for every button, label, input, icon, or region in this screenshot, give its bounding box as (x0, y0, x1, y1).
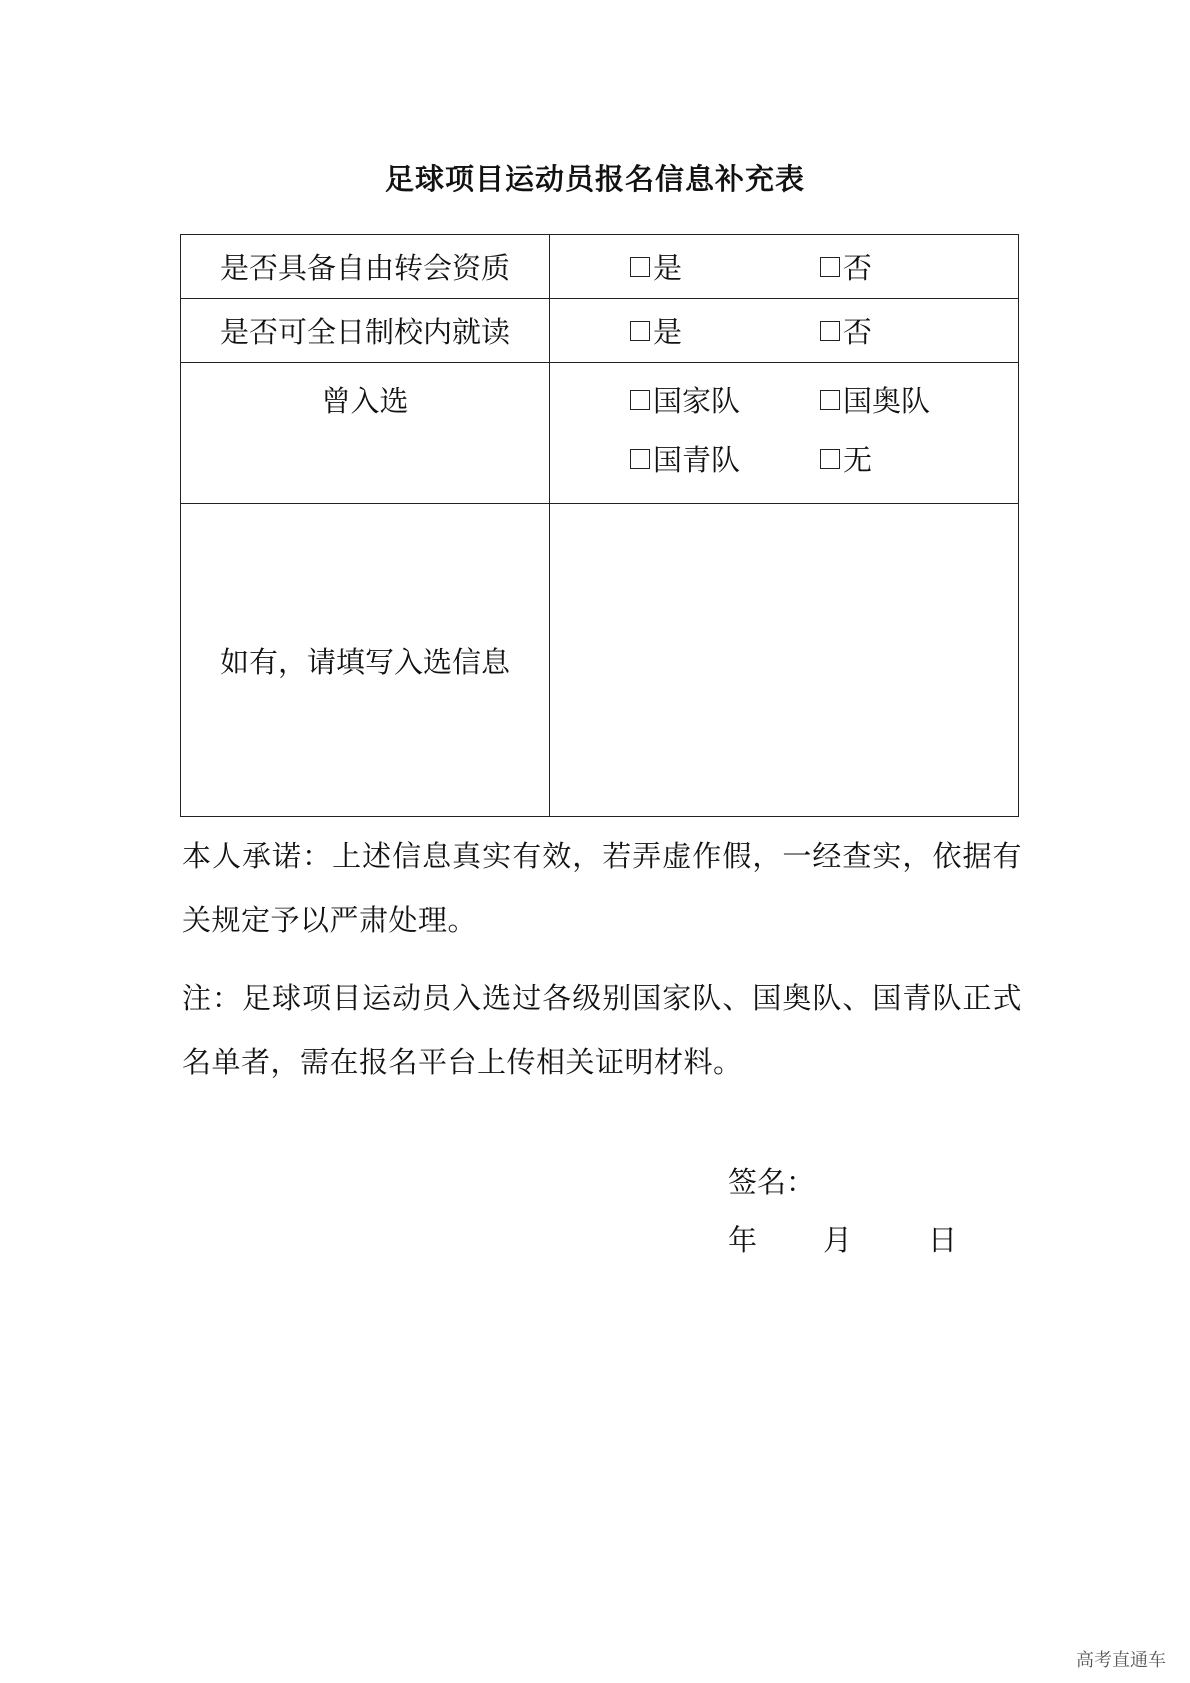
olympic-team-checkbox[interactable] (820, 379, 930, 420)
fulltime-no-label: 否 (842, 315, 872, 349)
fulltime-no-checkbox[interactable] (820, 310, 872, 351)
info-table (180, 234, 1019, 817)
checkbox-icon (820, 257, 840, 277)
date-month-label: 月 (823, 1223, 853, 1257)
transfer-no-label: 否 (842, 251, 872, 285)
note-statement: 注：足球项目运动员入选过各级别国家队、国奥队、国青队正式名单者，需在报名平台上传相关证明材料。 (182, 981, 1022, 1079)
olympic-team-label: 国奥队 (842, 384, 930, 418)
date-year-label: 年 (728, 1223, 758, 1257)
commitment-statement: 本人承诺：上述信息真实有效，若弄虚作假，一经查实，依据有关规定予以严肃处理。 (182, 839, 1022, 937)
none-checkbox[interactable] (820, 438, 872, 479)
table-row-selected (181, 363, 1019, 504)
table-row-transfer (181, 235, 1019, 299)
date-day-label: 日 (928, 1223, 958, 1257)
checkbox-icon (820, 321, 840, 341)
checkbox-icon (820, 449, 840, 469)
transfer-yes-label: 是 (652, 251, 682, 285)
checkbox-icon (630, 390, 650, 410)
watermark-text: 高考直通车 (1076, 1650, 1166, 1671)
checkbox-icon (630, 321, 650, 341)
selection-info-field[interactable] (549, 504, 1018, 817)
fulltime-yes-label: 是 (652, 315, 682, 349)
fulltime-study-options (549, 299, 1018, 363)
checkbox-icon (630, 449, 650, 469)
checkbox-icon (630, 257, 650, 277)
transfer-eligibility-label: 是否具备自由转会资质 (181, 235, 550, 299)
transfer-no-checkbox[interactable] (820, 246, 872, 287)
youth-team-checkbox[interactable] (630, 438, 820, 479)
checkbox-icon (820, 390, 840, 410)
table-row-fulltime (181, 299, 1019, 363)
selected-teams-label: 曾入选 (181, 363, 550, 504)
selection-info-label: 如有，请填写入选信息 (181, 504, 550, 817)
selected-teams-options (549, 363, 1018, 504)
national-team-label: 国家队 (652, 384, 740, 418)
national-team-checkbox[interactable] (630, 379, 820, 420)
youth-team-label: 国青队 (652, 443, 740, 477)
transfer-yes-checkbox[interactable] (630, 246, 820, 287)
signature-label: 签名： (728, 1165, 816, 1199)
fulltime-yes-checkbox[interactable] (630, 310, 820, 351)
form-title: 足球项目运动员报名信息补充表 (384, 162, 805, 196)
table-row-details (181, 504, 1019, 817)
none-label: 无 (842, 443, 872, 477)
fulltime-study-label: 是否可全日制校内就读 (181, 299, 550, 363)
transfer-eligibility-options (549, 235, 1018, 299)
